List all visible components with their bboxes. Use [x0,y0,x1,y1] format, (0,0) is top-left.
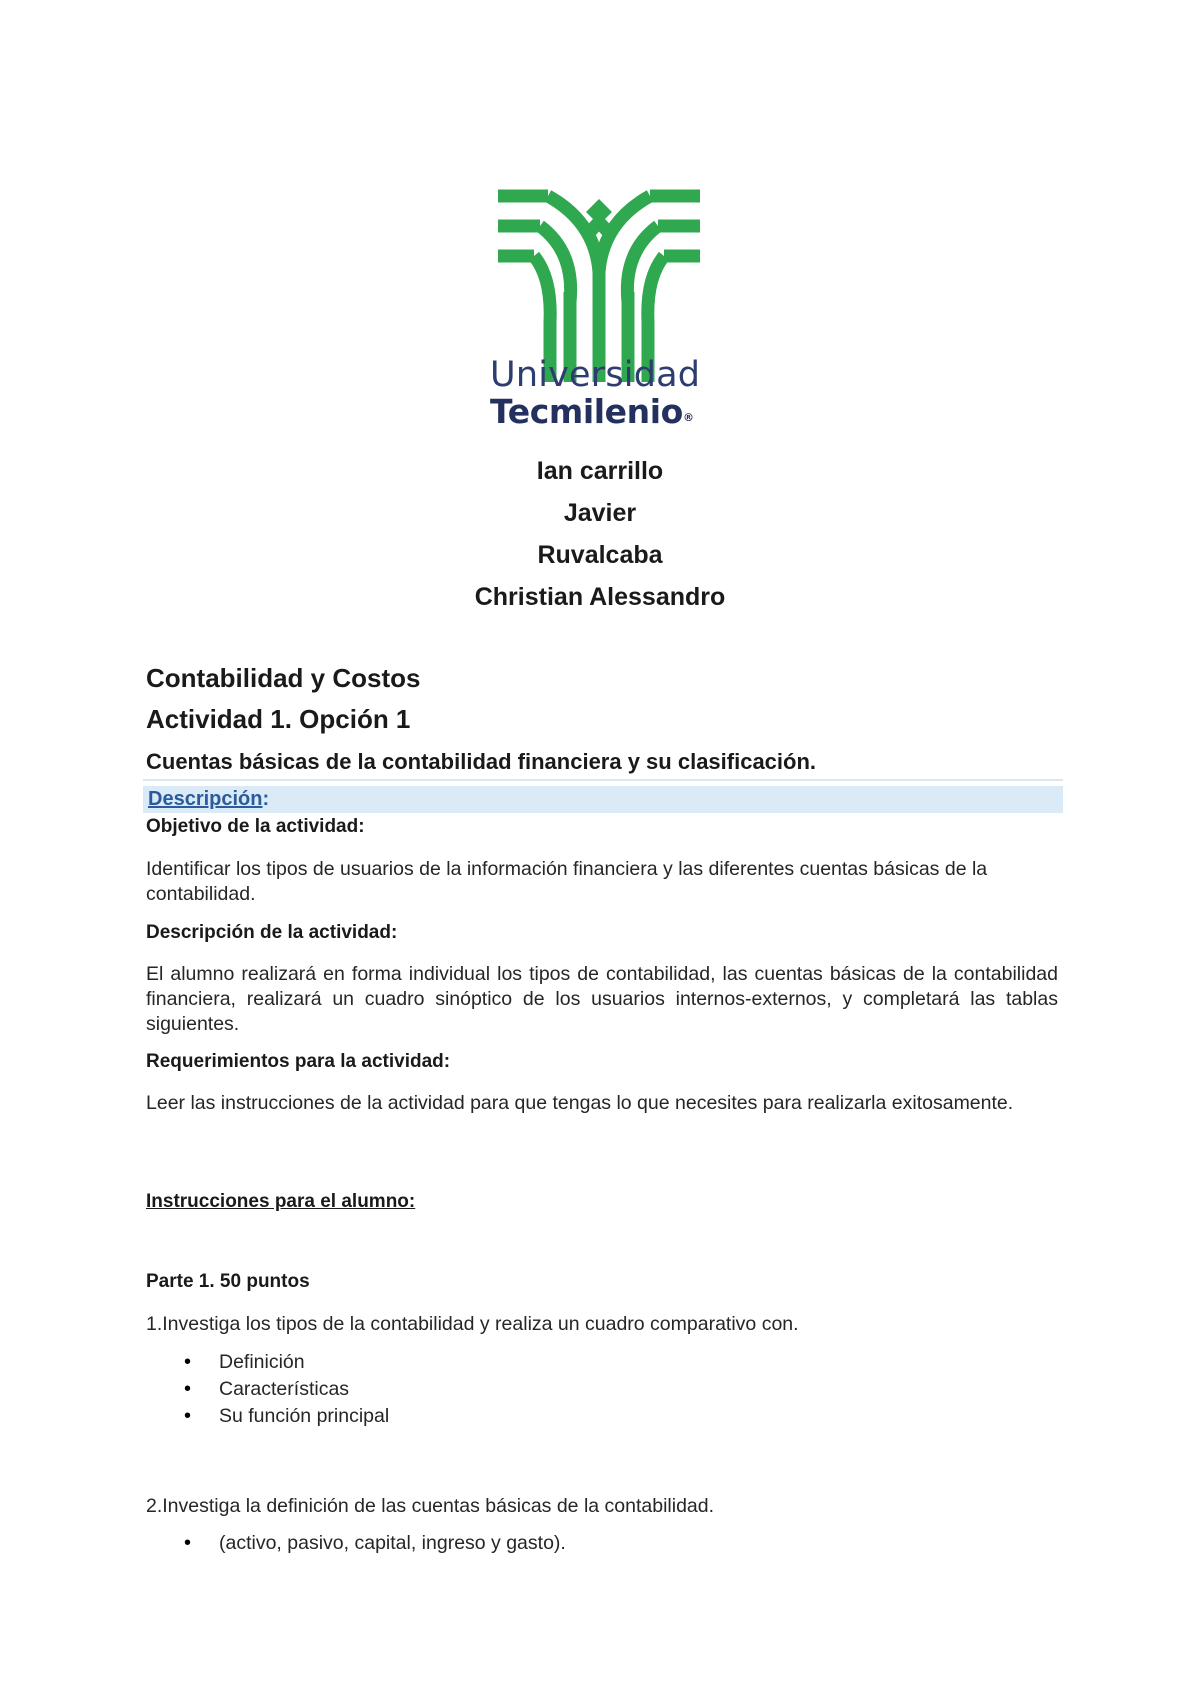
description-label-colon: : [262,788,270,810]
list-item: • (activo, pasivo, capital, ingreso y gasto). [146,1530,566,1557]
author-name: Christian Alessandro [474,583,726,611]
list-item: • Su función principal [146,1403,389,1430]
part1-heading: Parte 1. 50 puntos [146,1271,310,1292]
objective-heading: Objetivo de la actividad: [146,816,365,837]
requirements-text: Leer las instrucciones de la actividad para que tengas lo que necesites para realizarla exitosamente. [146,1092,1014,1114]
list-item: • Características [146,1376,389,1403]
logo-word-tecmilenio-text: Tecmilenio [490,392,683,431]
part1-item1: 1.Investiga los tipos de la contabilidad y realiza un cuadro comparativo con. [146,1313,799,1335]
part1-item1-bullets [146,1349,389,1430]
activity-description-text: El alumno realizará en forma individual los tipos de contabilidad, las cuentas básicas de la contabilidad financiera, realizará un cuadro sinóptico de los usuarios internos-externos, y completará las tablas siguientes. [146,963,1058,1035]
description-label [148,788,269,811]
logo-word-universidad: Universidad [490,355,701,395]
objective-text: Identificar los tipos de usuarios de la información financiera y las diferentes cuentas básicas de la contabilidad. [146,858,988,905]
description-band [143,786,1063,813]
description-label-text: Descripción [148,788,263,810]
list-item: • Definición [146,1349,389,1376]
divider [143,779,1063,781]
subject-title: Contabilidad y Costos [146,663,421,693]
activity-subtitle: Cuentas básicas de la contabilidad financiera y su clasificación. [146,749,817,774]
author-name: Javier [563,499,637,527]
author-list [0,450,1200,618]
logo-word-tecmilenio [490,392,694,431]
part1-item2: 2.Investiga la definición de las cuentas básicas de la contabilidad. [146,1495,715,1517]
author-name: Ruvalcaba [537,541,663,569]
instructions-heading: Instrucciones para el alumno: [146,1191,416,1212]
requirements-heading: Requerimientos para la actividad: [146,1051,451,1072]
part1-item2-bullets [146,1530,566,1557]
author-name: Ian carrillo [536,457,664,485]
activity-title: Actividad 1. Opción 1 [146,704,411,734]
activity-description-heading: Descripción de la actividad: [146,922,398,943]
registered-mark: ® [682,411,694,424]
